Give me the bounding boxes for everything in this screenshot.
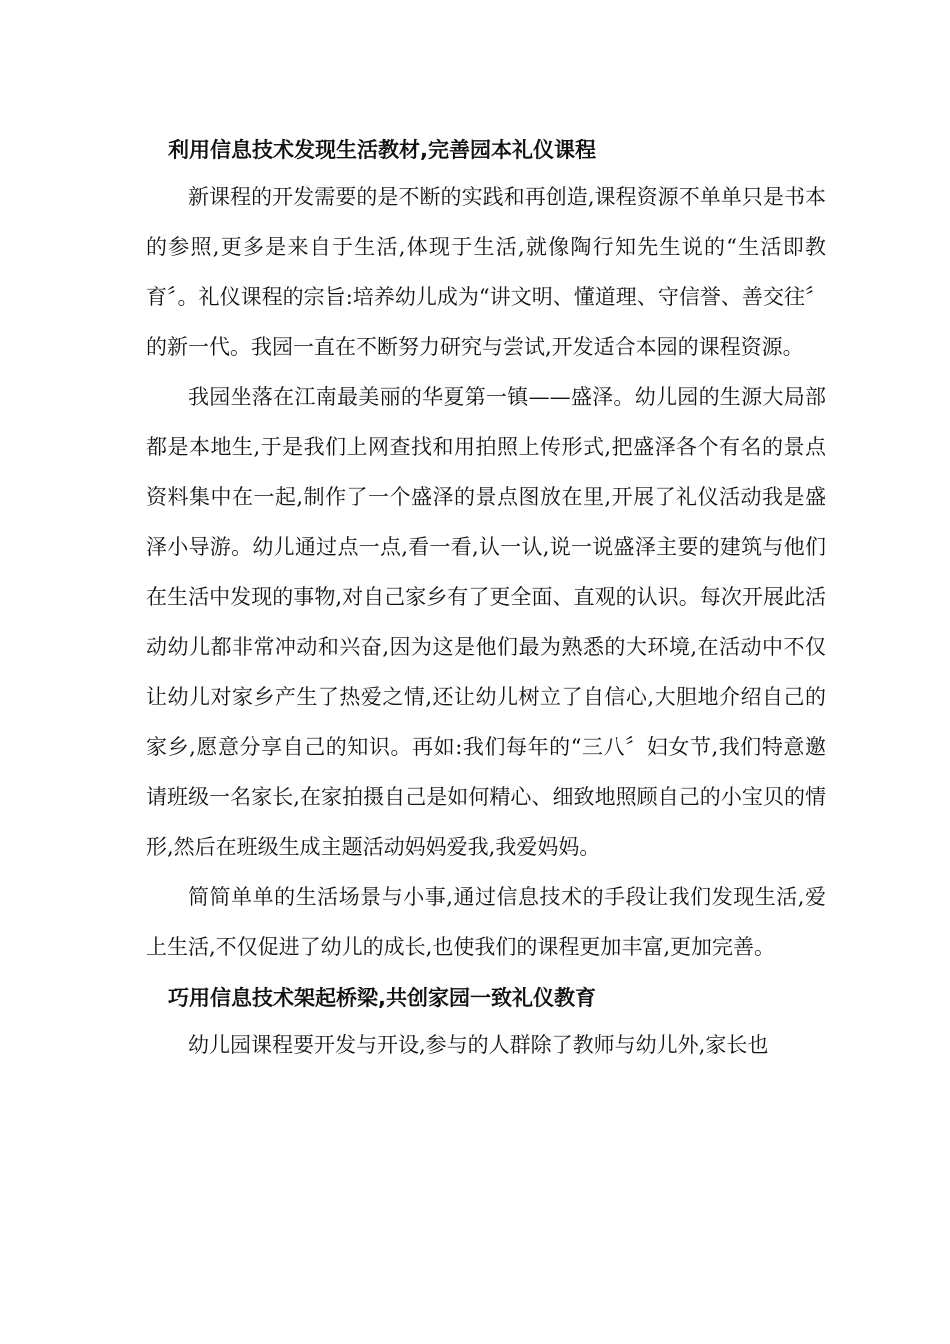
paragraph-2-1: 幼儿园课程要开发与开设,参与的人群除了教师与幼儿外,家长也 bbox=[188, 1033, 769, 1057]
paragraph-1-3: 简简单单的生活场景与小事,通过信息技术的手段让我们发现生活,爱上生活,不仅促进了幼儿的成长,也使我们的课程更加丰富,更加完善。 bbox=[146, 885, 826, 959]
paragraph-1-2: 我园坐落在江南最美丽的华夏第一镇——盛泽。幼儿园的生源大局部都是本地生,于是我们上网查找和用拍照上传形式,把盛泽各个有名的景点资料集中在一起,制作了一个盛泽的景点图放在里,开展了礼仪活动我是盛泽小导游。幼儿通过点一点,看一看,认一认,说一说盛泽主要的建筑与他们在生活中发现的事物,对自己家乡有了更全面、直观的认识。每次开展此活动幼儿都非常冲动和兴奋,因为这是他们最为熟悉的大环境,在活动中不仅让幼儿对家乡产生了热爱之情,还让幼儿树立了自信心,大胆地介绍自己的家乡,愿意分享自己的知识。再如:我们每年的“三八〞妇女节,我们特意邀请班级一名家长,在家拍摄自己是如何精心、细致地照顾自己的小宝贝的情形,然后在班级生成主题活动妈妈爱我,我爱妈妈。 bbox=[146, 385, 826, 859]
paragraph-1-1: 新课程的开发需要的是不断的实践和再创造,课程资源不单单只是书本的参照,更多是来自于生活,体现于生活,就像陶行知先生说的“生活即教育〞。礼仪课程的宗旨:培养幼儿成为“讲文明、懂道理、守信誉、善交往〞的新一代。我园一直在不断努力研究与尝试,开发适合本园的课程资源。 bbox=[146, 185, 826, 359]
section-heading-2: 巧用信息技术架起桥梁,共创家园一致礼仪教育 bbox=[168, 986, 596, 1010]
document-body bbox=[146, 128, 826, 1070]
section-heading-1: 利用信息技术发现生活教材,完善园本礼仪课程 bbox=[168, 138, 596, 162]
